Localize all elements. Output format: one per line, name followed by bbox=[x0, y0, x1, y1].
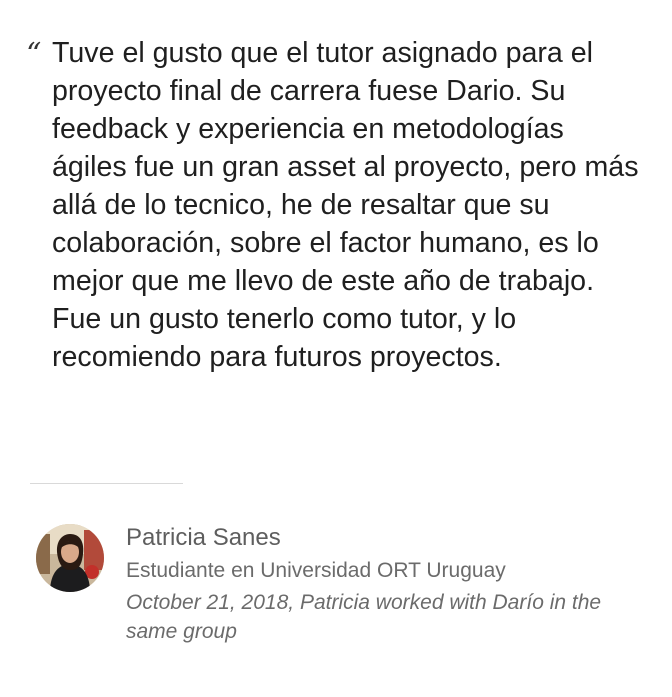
avatar[interactable] bbox=[36, 524, 104, 592]
recommendation-text: Tuve el gusto que el tutor asignado para el proyecto final de carrera fuese Dario. Su feedback y experiencia en metodologías ágiles fue un gran asset al proyecto, pero más allá de lo tecnico, he de resaltar que su colaboración, sobre el factor humano, es lo mejor que me llevo de este año de trabajo. Fue un gusto tenerlo como tutor, y lo recomiendo para futuros proyectos. bbox=[52, 37, 639, 373]
divider bbox=[30, 483, 183, 484]
avatar-photo-icon bbox=[36, 524, 104, 592]
recommender-name[interactable]: Patricia Sanes bbox=[126, 524, 281, 551]
recommendation-relationship: October 21, 2018, Patricia worked with Darío in the same group bbox=[126, 591, 602, 643]
quote-icon: “ bbox=[26, 37, 42, 72]
recommendation-quote bbox=[26, 34, 646, 376]
recommender-headline: Estudiante en Universidad ORT Uruguay bbox=[126, 559, 506, 582]
recommender-info bbox=[126, 522, 646, 646]
